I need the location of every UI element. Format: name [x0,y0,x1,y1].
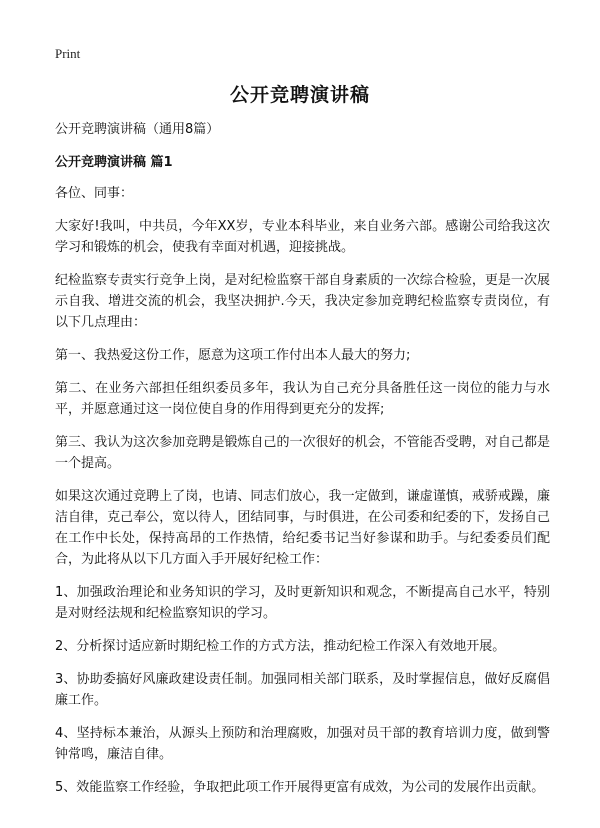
list-item-3: 3、协助委搞好风廉政建设责任制。加强同相关部门联系，及时掌握信息，做好反腐倡廉工作。 [55,672,550,708]
reason-one-paragraph: 第一、我热爱这份工作，愿意为这项工作付出本人最大的努力; [55,348,411,363]
list-item-5: 5、效能监察工作经验，争取把此项工作开展得更富有成效，为公司的发展作出贡献。 [55,780,545,795]
document-body [55,121,550,810]
list-item-4: 4、坚持标本兼治，从源头上预防和治理腐败，加强对员干部的教育培训力度，做到警钟常鸣，廉洁自律。 [55,726,550,762]
section-heading: 公开竞聘演讲稿 篇1 [55,155,173,170]
document-subtitle: 公开竞聘演讲稿（通用8篇） [55,122,220,137]
document-title: 公开竞聘演讲稿 [229,84,370,106]
reason-three-paragraph: 第三、我认为这次参加竞聘是锻炼自己的一次很好的机会，不管能否受聘，对自己都是一个提高。 [55,435,550,471]
print-link[interactable]: Print [55,46,81,61]
intro-paragraph: 大家好!我叫，中共员，今年XX岁，专业本科毕业，来自业务六部。感谢公司给我这次学习和锻炼的机会，使我有幸面对机遇，迎接挑战。 [55,219,550,255]
reason-two-paragraph: 第二、在业务六部担任组织委员多年，我认为自己充分具备胜任这一岗位的能力与水平，并愿意通过这一岗位使自身的作用得到更充分的发挥; [55,381,550,417]
list-item-2: 2、分析探讨适应新时期纪检工作的方式方法，推动纪检工作深入有效地开展。 [55,639,506,654]
greeting-paragraph: 各位、同事： [55,186,134,201]
list-item-1: 1、加强政治理论和业务知识的学习，及时更新知识和观念，不断提高自己水平，特别是对财经法规和纪检监察知识的学习。 [55,585,550,621]
reasons-intro-paragraph: 纪检监察专责实行竞争上岗，是对纪检监察干部自身素质的一次综合检验，更是一次展示自我、增进交流的机会，我坚决拥护.今天，我决定参加竞聘纪检监察专责岗位，有以下几点理由： [55,273,550,330]
commitment-paragraph: 如果这次通过竞聘上了岗，也请、同志们放心，我一定做到，谦虚谨慎，戒骄戒躁，廉洁自律，克己奉公，宽以待人，团结同事，与时俱进，在公司委和纪委的下，发扬自己在工作中长处，保持高昂的工作热情，给纪委书记当好参谋和助手。与纪委委员们配合，为此将从以下几方面入手开展好纪检工作： [55,489,550,567]
